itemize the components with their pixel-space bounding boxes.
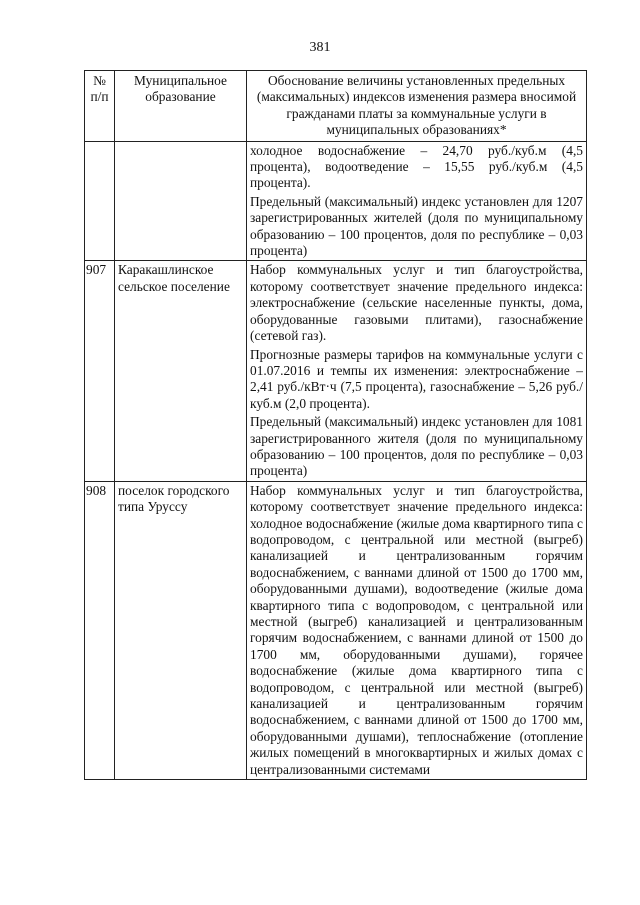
header-num: № п/п (85, 71, 115, 142)
row-justification (247, 261, 587, 481)
row-municipality: поселок городского типа Уруссу (115, 481, 247, 779)
justification-paragraph: Набор коммунальных услуг и тип благоустройства, которому соответствует значение предельного индекса: холодное водоснабжение (жилые дома квартирного типа с водопроводом, с центральной или местной (выгреб) канализацией и централизованным горячим водоснабжением, с ваннами длиной от 1500 до 1700 мм, оборудованными душами), водоотведение (жилые дома квартирного типа с водопроводом, с центральной или местной (выгреб) канализацией и централизованным горячим водоснабжением, с ваннами длиной от 1500 до 1700 мм, оборудованными душами), горячее водоснабжение (жилые дома квартирного типа с водопроводом, с центральной или местной (выгреб) канализацией и централизованным горячим водоснабжением, с ваннами длиной от 1500 до 1700 мм, оборудованными душами), теплоснабжение (отопление жилых помещений в многоквартирных и жилых домах с централизованными системами (250, 482, 583, 777)
row-municipality (115, 141, 247, 261)
page-number: 381 (309, 40, 331, 55)
row-municipality: Каракашлинское сельское поселение (115, 261, 247, 481)
row-justification (247, 481, 587, 779)
row-num: 908 (85, 481, 115, 779)
justification-paragraph: Предельный (максимальный) индекс установлен для 1207 зарегистрированных жителей (доля по муниципальному образованию – 100 процентов, доля по республике – 0,03 процента) (250, 193, 583, 259)
row-num (85, 141, 115, 261)
table-header-row (85, 71, 587, 142)
justification-paragraph: Предельный (максимальный) индекс установлен для 1081 зарегистрированного жителя (доля по муниципальному образованию – 100 процентов, доля по республике – 0,03 процента) (250, 414, 583, 479)
header-justification: Обоснование величины установленных предельных (максимальных) индексов изменения размера вносимой гражданами платы за коммунальные услуги в муниципальных образованиях* (247, 71, 587, 142)
table-row (85, 141, 587, 261)
header-municipality: Муниципальное образование (115, 71, 247, 142)
row-justification (247, 141, 587, 261)
row-num: 907 (85, 261, 115, 481)
justification-paragraph: Набор коммунальных услуг и тип благоустройства, которому соответствует значение предельного индекса: электроснабжение (сельские населенные пункты, дома, оборудованные газовыми плитами), газоснабжение (сетевой газ). (250, 262, 583, 344)
tariff-index-table (84, 70, 587, 780)
table-row (85, 261, 587, 481)
table-row (85, 481, 587, 779)
justification-paragraph: Прогнозные размеры тарифов на коммунальные услуги с 01.07.2016 и темпы их изменения: электроснабжение – 2,41 руб./кВт·ч (7,5 процента), газоснабжение – 5,26 руб./куб.м (2,0 процента). (250, 346, 583, 411)
justification-paragraph: холодное водоснабжение – 24,70 руб./куб.м (4,5 процента), водоотведение – 15,55 руб./куб.м (4,5 процента). (250, 142, 583, 191)
